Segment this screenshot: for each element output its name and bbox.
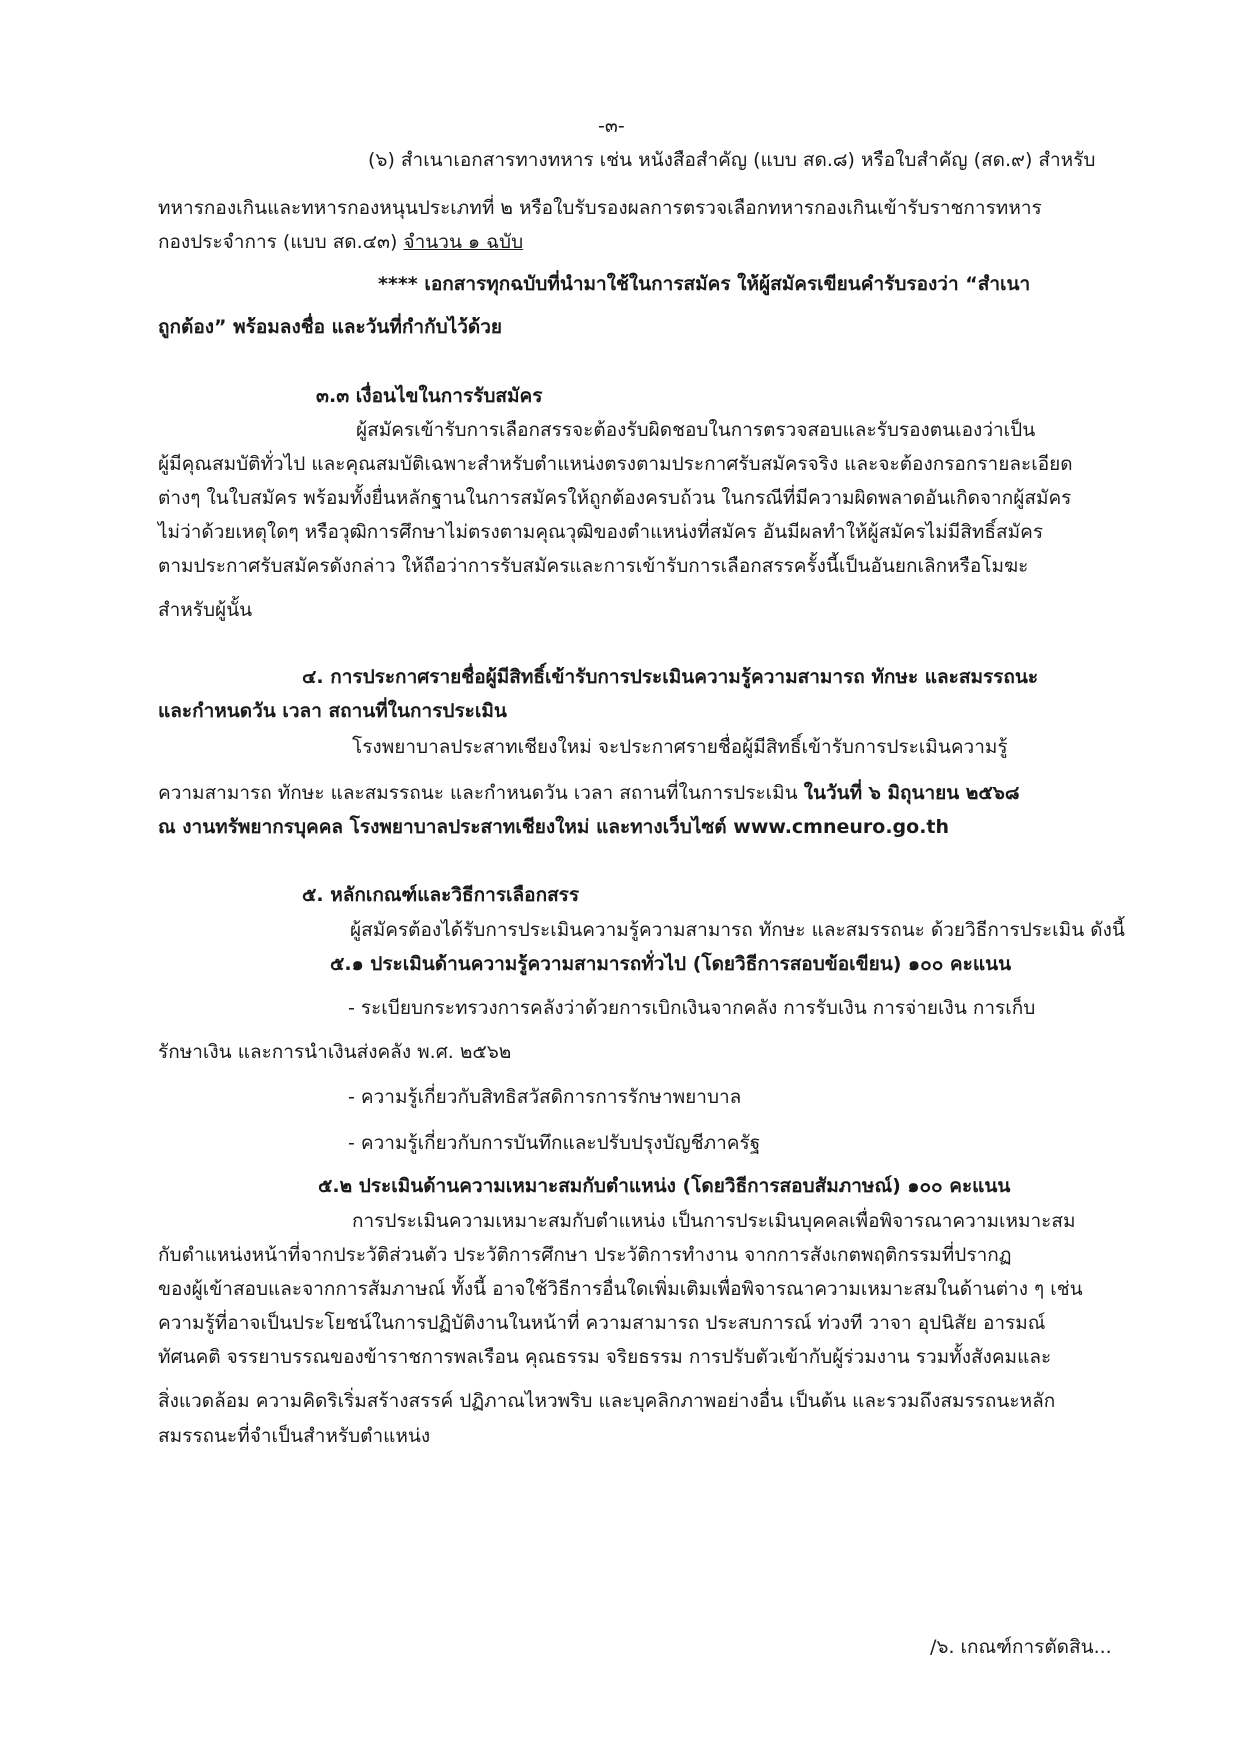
exam-topic-1-line-2: รักษาเงิน และการนำเงินส่งคลัง พ.ศ. ๒๕๖๒ xyxy=(158,1041,512,1063)
exam-topic-3: - ความรู้เกี่ยวกับการบันทึกและปรับปรุงบัญชีภาครัฐ xyxy=(348,1132,761,1154)
section-4-paragraph-line: โรงพยาบาลประสาทเชียงใหม่ จะประกาศรายชื่อผู้มีสิทธิ์เข้ารับการประเมินความรู้ xyxy=(352,736,1008,758)
announcement-date: ในวันที่ ๖ มิถุนายน ๒๕๖๘ xyxy=(803,782,1020,804)
section-5-2-paragraph-line: การประเมินความเหมาะสมกับตำแหน่ง เป็นการประเมินบุคคลเพื่อพิจารณาความเหมาะสม xyxy=(352,1210,1076,1232)
section-5-intro: ผู้สมัครต้องได้รับการประเมินความรู้ความสามารถ ทักษะ และสมรรถนะ ด้วยวิธีการประเมิน ดังนี้ xyxy=(350,919,1125,941)
certify-note-line-2: ถูกต้อง” พร้อมลงชื่อ และวันที่กำกับไว้ด้วย xyxy=(158,316,503,338)
doc-item-6-count: จำนวน ๑ ฉบับ xyxy=(403,231,524,253)
section-3-3-heading: ๓.๓ เงื่อนไขในการรับสมัคร xyxy=(316,385,543,407)
section-4-text: ความสามารถ ทักษะ และสมรรถนะ และกำหนดวัน เวลา สถานที่ในการประเมิน xyxy=(158,782,804,804)
doc-item-6-line-3 xyxy=(158,230,523,254)
section-4-heading-line-1: ๔. การประกาศรายชื่อผู้มีสิทธิ์เข้ารับการประเมินความรู้ความสามารถ ทักษะ และสมรรถนะ xyxy=(302,666,1039,688)
section-5-2-paragraph-line: ทัศนคติ จรรยาบรรณของข้าราชการพลเรือน คุณธรรม จริยธรรม การปรับตัวเข้ากับผู้ร่วมงาน รวมทั้งสังคมและ xyxy=(158,1346,1052,1368)
exam-topic-2: - ความรู้เกี่ยวกับสิทธิสวัสดิการการรักษาพยาบาล xyxy=(348,1086,742,1108)
section-3-3-paragraph-line: ผู้สมัครเข้ารับการเลือกสรรจะต้องรับผิดชอบในการตรวจสอบและรับรองตนเองว่าเป็น xyxy=(356,419,1036,441)
section-5-2-paragraph-line: กับตำแหน่งหน้าที่จากประวัติส่วนตัว ประวัติการศึกษา ประวัติการทำงาน จากการสังเกตพฤติกรรมที่ปรากฏ xyxy=(158,1244,1012,1266)
exam-topic-1-line-1: - ระเบียบกระทรวงการคลังว่าด้วยการเบิกเงินจากคลัง การรับเงิน การจ่ายเงิน การเก็บ xyxy=(348,997,1036,1019)
section-5-2-paragraph-line: สิ่งแวดล้อม ความคิดริเริ่มสร้างสรรค์ ปฏิภาณไหวพริบ และบุคลิกภาพอย่างอื่น เป็นต้น และรวมถึงสมรรถนะหลัก xyxy=(158,1390,1056,1412)
section-3-3-paragraph-line: ไม่ว่าด้วยเหตุใดๆ หรือวุฒิการศึกษาไม่ตรงตามคุณวุฒิของตำแหน่งที่สมัคร อันมีผลทำให้ผู้สมัครไม่มีสิทธิ์สมัคร xyxy=(158,521,1044,543)
section-4-heading-line-2: และกำหนดวัน เวลา สถานที่ในการประเมิน xyxy=(158,700,507,722)
announcement-location: ณ งานทรัพยากรบุคคล โรงพยาบาลประสาทเชียงใหม่ และทางเว็บไซต์ www.cmneuro.go.th xyxy=(158,816,950,838)
section-4-paragraph-line xyxy=(158,781,1020,805)
section-3-3-paragraph-line: ตามประกาศรับสมัครดังกล่าว ให้ถือว่าการรับสมัครและการเข้ารับการเลือกสรรครั้งนี้เป็นอันยกเลิกหรือโมฆะ xyxy=(158,555,1029,577)
section-5-2-heading: ๕.๒ ประเมินด้านความเหมาะสมกับตำแหน่ง (โดยวิธีการสอบสัมภาษณ์) ๑๐๐ คะแนน xyxy=(318,1175,1011,1197)
section-5-heading: ๕. หลักเกณฑ์และวิธีการเลือกสรร xyxy=(302,884,580,906)
section-3-3-paragraph-line: ผู้มีคุณสมบัติทั่วไป และคุณสมบัติเฉพาะสำหรับตำแหน่งตรงตามประกาศรับสมัครจริง และจะต้องกรอกรายละเอียด xyxy=(158,453,1073,475)
section-5-2-paragraph-line: สมรรถนะที่จำเป็นสำหรับตำแหน่ง xyxy=(158,1425,431,1447)
section-5-2-paragraph-line: ของผู้เข้าสอบและจากการสัมภาษณ์ ทั้งนี้ อาจใช้วิธีการอื่นใดเพิ่มเติมเพื่อพิจารณาความเหมาะสมในด้านต่าง ๆ เช่น xyxy=(158,1278,1083,1300)
section-3-3-paragraph-line: สำหรับผู้นั้น xyxy=(158,599,253,621)
page-number: -๓- xyxy=(598,115,625,137)
section-5-1-heading: ๕.๑ ประเมินด้านความรู้ความสามารถทั่วไป (โดยวิธีการสอบข้อเขียน) ๑๐๐ คะแนน xyxy=(330,953,1012,975)
certify-note-line-1: **** เอกสารทุกฉบับที่นำมาใช้ในการสมัคร ให้ผู้สมัครเขียนคำรับรองว่า “สำเนา xyxy=(378,273,1031,295)
next-page-continuation: /๖. เกณฑ์การตัดสิน... xyxy=(930,1636,1112,1658)
section-3-3-paragraph-line: ต่างๆ ในใบสมัคร พร้อมทั้งยื่นหลักฐานในการสมัครให้ถูกต้องครบถ้วน ในกรณีที่มีความผิดพลาดอันเกิดจากผู้สมัคร xyxy=(158,487,1072,509)
doc-item-6-line-1: (๖) สำเนาเอกสารทางทหาร เช่น หนังสือสำคัญ (แบบ สด.๘) หรือใบสำคัญ (สด.๙) สำหรับ xyxy=(368,149,1096,171)
doc-item-6-line-2: ทหารกองเกินและทหารกองหนุนประเภทที่ ๒ หรือใบรับรองผลการตรวจเลือกทหารกองเกินเข้ารับราชการทหาร xyxy=(158,197,1042,219)
doc-item-6-text: กองประจำการ (แบบ สด.๔๓) xyxy=(158,231,404,253)
section-5-2-paragraph-line: ความรู้ที่อาจเป็นประโยชน์ในการปฏิบัติงานในหน้าที่ ความสามารถ ประสบการณ์ ท่วงที วาจา อุปนิสัย อารมณ์ xyxy=(158,1312,1046,1334)
